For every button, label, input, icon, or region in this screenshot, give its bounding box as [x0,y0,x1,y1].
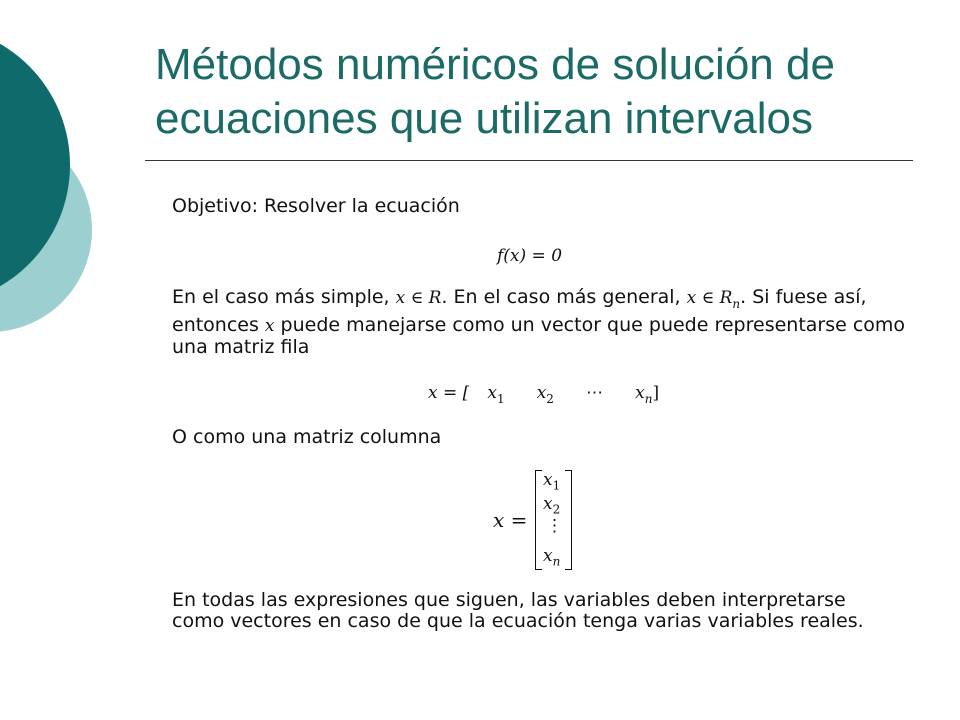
row-ellipsis: ⋯ [586,383,604,403]
objective-text: Objetivo: Resolver la ecuación [172,195,460,217]
column-ellipsis: ⋮ [546,516,563,536]
final-paragraph: En todas las expresiones que siguen, las variables deben interpretarse como vectores en caso de que la ecuación tenga varias variables reales. [172,589,864,632]
p2-part-a: En el caso más simple, [172,286,396,308]
column-element-1: $x_1$ [543,470,561,493]
title-divider [145,160,913,161]
row-element-n-sub: n [644,391,653,406]
decorative-circles [0,0,110,400]
column-intro-text: O como una matriz columna [172,426,442,448]
column-right-bracket [565,470,572,570]
math-x-in-rn: x ∈ R [686,288,733,308]
row-element-1-sub: 1 [496,391,505,406]
math-rn-subscript: n [732,296,741,311]
main-equation-text: f(x) = 0 [497,246,563,266]
row-eq-lhs: x = [ [428,383,470,403]
title-line-2: ecuaciones que utilizan intervalos [155,94,813,143]
row-vector-equation [428,381,659,406]
main-equation [497,244,562,266]
p2-part-d: puede manejarse como un vector que puede representarse como una matriz fila [172,313,906,358]
math-x-in-r: x ∈ R [395,288,442,308]
column-eq-lhs: x = [493,508,528,532]
slide-title [155,38,935,146]
row-element-1: x [487,383,497,403]
row-close-bracket: ] [652,383,660,403]
column-left-bracket [535,470,542,570]
p2-part-b: . En el caso más general, [441,286,687,308]
column-element-2: $x_2$ [543,494,561,517]
column-vector-equation [493,468,593,572]
column-element-n: $x_n$ [543,546,561,569]
row-element-n: x [635,383,645,403]
p2-part-c: . Si fuese así, entonces [172,286,867,336]
math-x: x [264,315,275,336]
title-line-1: Métodos numéricos de solución de [155,40,835,89]
row-element-2-sub: 2 [546,391,554,406]
general-case-paragraph [172,287,912,358]
row-element-2: x [536,383,547,403]
